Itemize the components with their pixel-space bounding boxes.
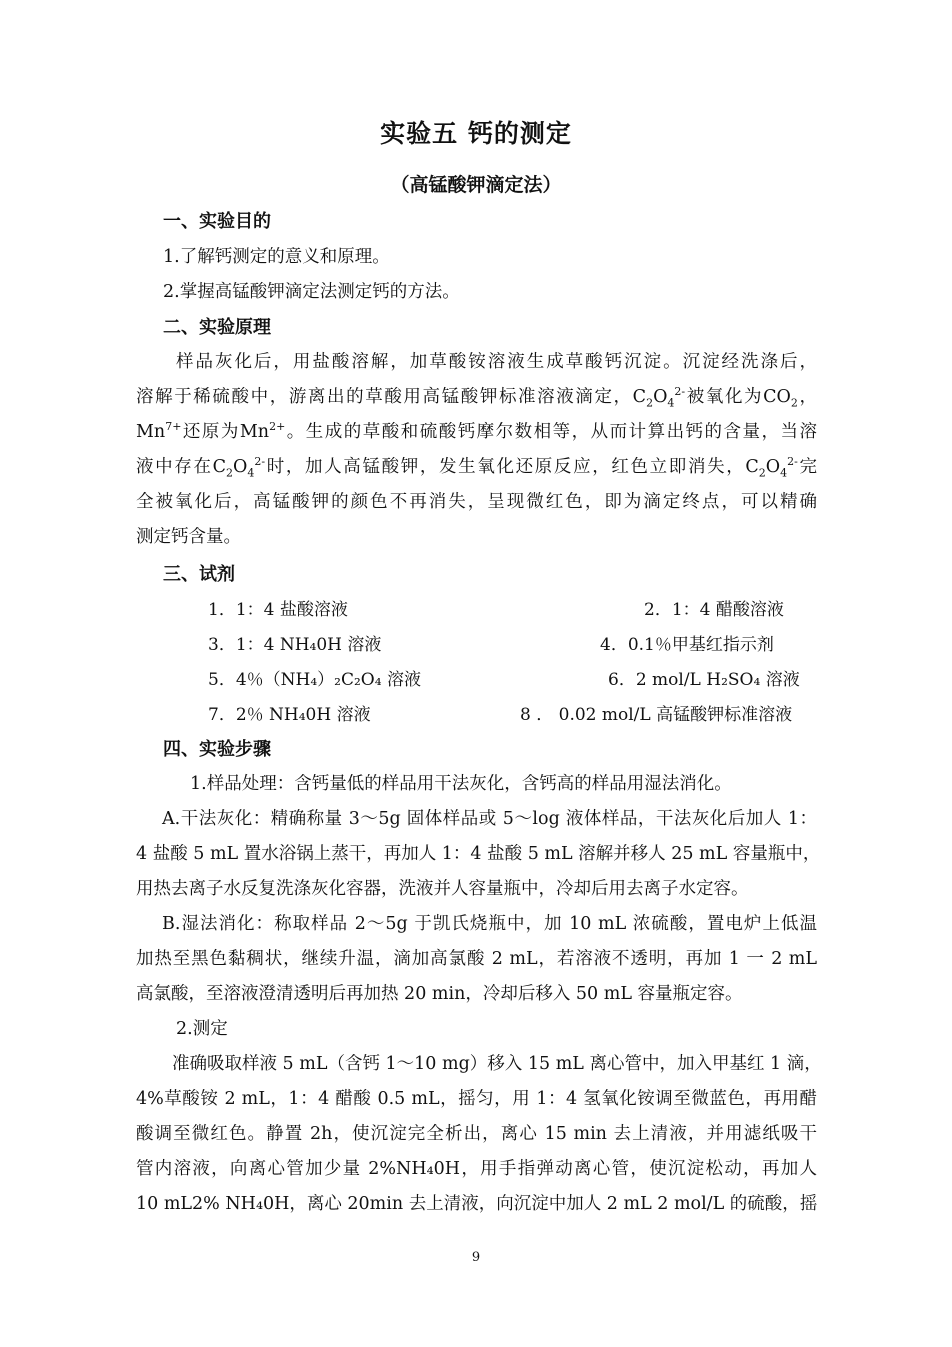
- reagent-1: 1．1：4 盐酸溶液: [208, 600, 348, 620]
- step-b-line-3: 高氯酸，至溶液澄清透明后再加热 20 min，冷却后移入 50 mL 容量瓶定容。: [136, 984, 743, 1004]
- step-c-line-3: 酸调至微红色。静置 2h，使沉淀完全析出，离心 15 min 去上清液，并用滤纸吸干: [136, 1124, 817, 1144]
- reagent-4: 4．0.1％甲基红指示剂: [600, 635, 774, 655]
- step-a-line-3: 用热去离子水反复洗涤灰化容器，洗液并人容量瓶中，冷却后用去离子水定容。: [136, 879, 749, 899]
- step-b-line-2: 加热至黑色黏稠状，继续升温，滴加高氯酸 2 mL，若溶液不透明，再加 1 一 2 mL: [136, 949, 817, 969]
- step-2-heading: 2.测定: [176, 1019, 228, 1039]
- principle-line-5: 全被氧化后，高锰酸钾的颜色不再消失，呈现微红色，即为滴定终点，可以精确: [136, 492, 817, 512]
- step-c-line-4: 管内溶液，向离心管加少量 2%NH₄0H，用手指弹动离心管，使沉淀松动，再加人: [136, 1159, 817, 1179]
- principle-line-1: 样品灰化后，用盐酸溶解，加草酸铵溶液生成草酸钙沉淀。沉淀经洗涤后，: [176, 352, 817, 372]
- section-heading-steps: 四、实验步骤: [163, 739, 271, 760]
- reagent-3: 3．1：4 NH₄0H 溶液: [208, 635, 382, 655]
- reagent-6: 6．2 mol/L H₂SO₄ 溶液: [608, 670, 800, 690]
- purpose-item-2: 2.掌握高锰酸钾滴定法测定钙的方法。: [163, 282, 460, 302]
- principle-line-6: 测定钙含量。: [136, 527, 241, 547]
- step-a-line-1: A.干法灰化：精确称量 3～5g 固体样品或 5～log 液体样品，干法灰化后加人 1：: [162, 809, 817, 829]
- step-c-line-1: 准确吸取样液 5 mL（含钙 1～10 mg）移入 15 mL 离心管中，加入甲基红 1 滴，: [172, 1054, 822, 1074]
- purpose-item-1: 1.了解钙测定的意义和原理。: [163, 247, 390, 267]
- section-heading-purpose: 一、实验目的: [163, 211, 271, 232]
- section-heading-reagents: 三、试剂: [163, 564, 235, 585]
- section-heading-principle: 二、实验原理: [163, 317, 271, 338]
- page-number: 9: [471, 1250, 481, 1265]
- reagent-8: 8 ． 0.02 mol/L 高锰酸钾标准溶液: [520, 705, 793, 725]
- step-b-line-1: B.湿法消化：称取样品 2～5g 于凯氏烧瓶中，加 10 mL 浓硫酸，置电炉上低温: [162, 914, 817, 934]
- principle-line-2: 溶解于稀硫酸中，游离出的草酸用高锰酸钾标准溶液滴定，$C_2O_4^{2-}$被氧化为$CO_2$，: [136, 385, 817, 410]
- reagent-2: 2．1：4 醋酸溶液: [644, 600, 784, 620]
- step-a-line-2: 4 盐酸 5 mL 置水浴锅上蒸干，再加人 1：4 盐酸 5 mL 溶解并移人 25 mL 容量瓶中，: [136, 844, 821, 864]
- principle-line-4: 液中存在$C_2O_4^{2-}$时，加人高锰酸钾，发生氧化还原反应，红色立即消失，$C_2O_4^{2-}$完: [136, 455, 818, 480]
- step-c-line-2: 4%草酸铵 2 mL，1：4 醋酸 0.5 mL，摇匀，用 1：4 氢氧化铵调至微蓝色，再用醋: [136, 1089, 817, 1109]
- page-title: 实验五 钙的测定: [380, 119, 572, 148]
- step-1-heading: 1.样品处理：含钙量低的样品用干法灰化，含钙高的样品用湿法消化。: [190, 774, 732, 794]
- principle-line-3: $Mn^{7+}$还原为$Mn^{2+}$。生成的草酸和硫酸钙摩尔数相等，从而计算出钙的含量，当溶: [136, 420, 817, 442]
- page-subtitle: （高锰酸钾滴定法）: [390, 174, 562, 196]
- reagent-5: 5．4％（NH₄）₂C₂O₄ 溶液: [208, 670, 421, 690]
- step-c-line-5: 10 mL2% NH₄0H，离心 20min 去上清液，向沉淀中加人 2 mL 2 mol/L 的硫酸，摇: [136, 1194, 818, 1214]
- reagent-7: 7．2％ NH₄0H 溶液: [208, 705, 371, 725]
